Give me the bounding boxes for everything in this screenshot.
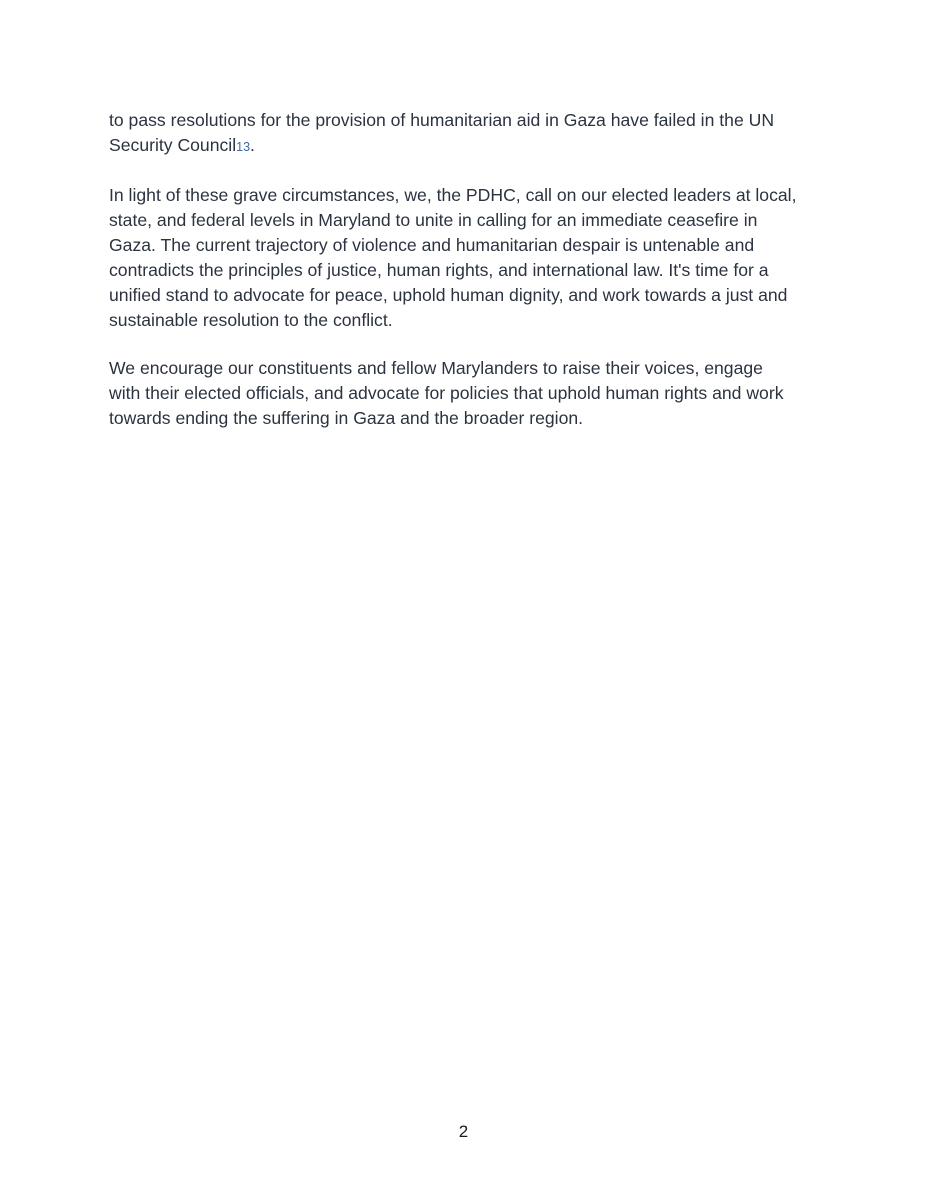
page-number: 2 (458, 1122, 469, 1141)
text-line: contradicts the principles of justice, human rights, and international law. It's time for a (109, 260, 769, 280)
text-line: sustainable resolution to the conflict. (109, 310, 393, 330)
footnote-reference-link[interactable]: 13 (236, 140, 251, 154)
paragraph-call-for-ceasefire (109, 183, 821, 333)
text-line: to pass resolutions for the provision of humanitarian aid in Gaza have failed in the UN (109, 110, 775, 130)
text-line: towards ending the suffering in Gaza and the broader region. (109, 408, 584, 428)
text-line: Gaza. The current trajectory of violence and humanitarian despair is untenable and (109, 235, 755, 255)
text-segment: . (250, 135, 255, 155)
paragraph-encourage-constituents (109, 356, 821, 431)
text-line: unified stand to advocate for peace, uphold human dignity, and work towards a just and (109, 285, 788, 305)
text-segment: Security Council (109, 135, 237, 155)
text-line: We encourage our constituents and fellow Marylanders to raise their voices, engage (109, 358, 763, 378)
document-body (109, 108, 821, 454)
text-line: In light of these grave circumstances, we, the PDHC, call on our elected leaders at local, (109, 185, 797, 205)
text-line (109, 133, 821, 160)
paragraph-un-security-council (109, 108, 821, 160)
text-line: state, and federal levels in Maryland to unite in calling for an immediate ceasefire in (109, 210, 758, 230)
text-line: with their elected officials, and advocate for policies that uphold human rights and work (109, 383, 784, 403)
